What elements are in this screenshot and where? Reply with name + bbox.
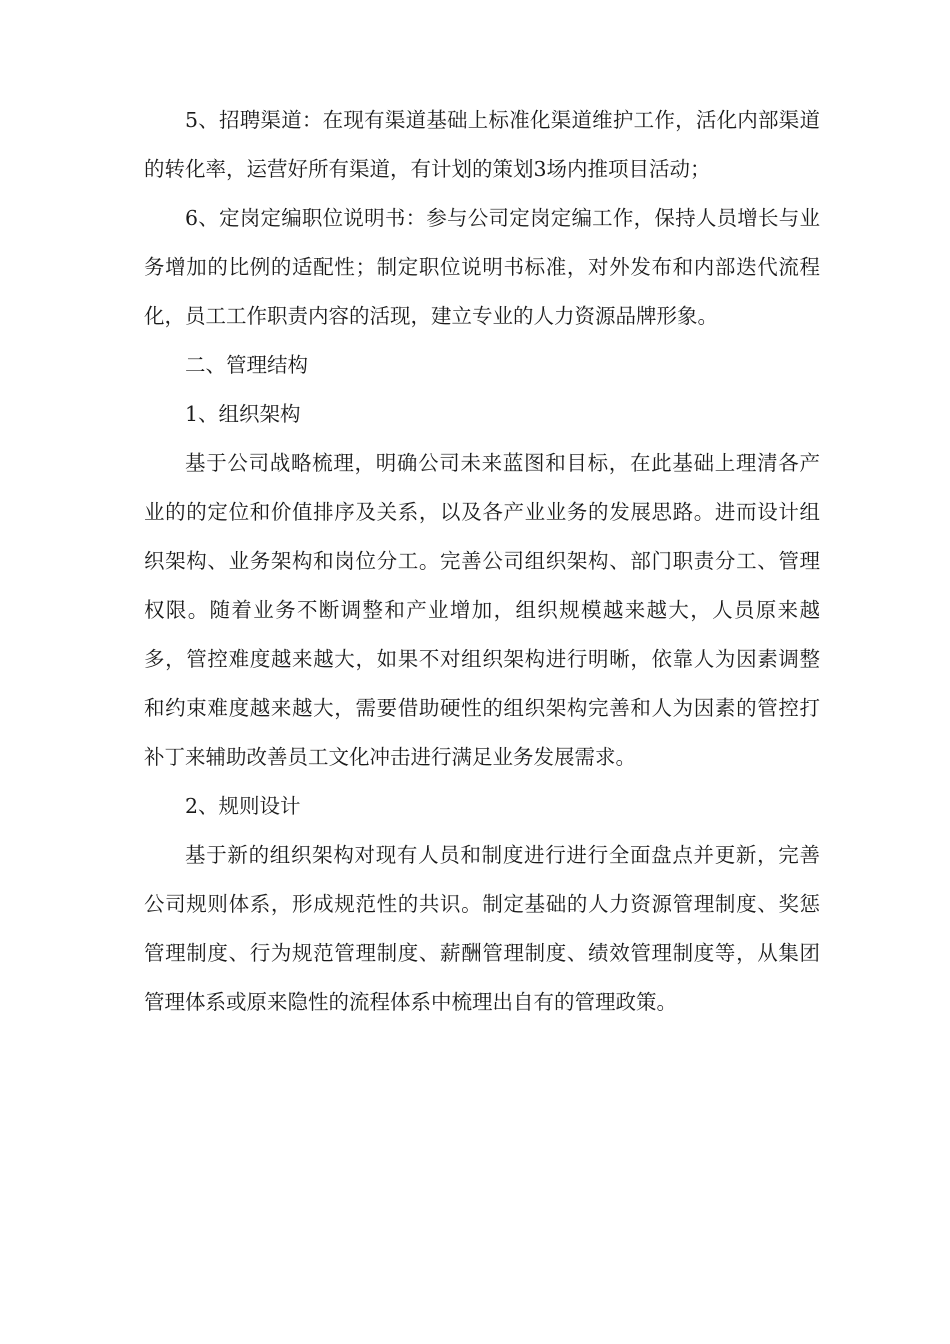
- paragraph-organization-structure: 基于公司战略梳理，明确公司未来蓝图和目标，在此基础上理清各产业的的定位和价值排序及关系，以及各产业业务的发展思路。进而设计组织架构、业务架构和岗位分工。完善公司组织架构、部门职责分工、管理权限。随着业务不断调整和产业增加，组织规模越来越大，人员原来越多，管控难度越来越大，如果不对组织架构进行明晰，依靠人为因素调整和约束难度越来越大，需要借助硬性的组织架构完善和人为因素的管控打补丁来辅助改善员工文化冲击进行满足业务发展需求。: [144, 451, 820, 769]
- subheading-organization-structure: 1、组织架构: [185, 402, 301, 426]
- section-heading-management-structure: 二、管理结构: [185, 353, 308, 377]
- paragraph-job-descriptions: 6、定岗定编职位说明书：参与公司定岗定编工作，保持人员增长与业务增加的比例的适配性；制定职位说明书标准，对外发布和内部迭代流程化，员工工作职责内容的活现，建立专业的人力资源品牌形象。: [144, 206, 820, 328]
- subheading-rule-design: 2、规则设计: [185, 794, 301, 818]
- document-body: [144, 96, 820, 1027]
- paragraph-recruitment-channels: 5、招聘渠道：在现有渠道基础上标准化渠道维护工作，活化内部渠道的转化率，运营好所有渠道，有计划的策划3场内推项目活动；: [144, 108, 820, 181]
- paragraph-rule-design: 基于新的组织架构对现有人员和制度进行进行全面盘点并更新，完善公司规则体系，形成规范性的共识。制定基础的人力资源管理制度、奖惩管理制度、行为规范管理制度、薪酬管理制度、绩效管理制度等，从集团管理体系或原来隐性的流程体系中梳理出自有的管理政策。: [144, 843, 820, 1014]
